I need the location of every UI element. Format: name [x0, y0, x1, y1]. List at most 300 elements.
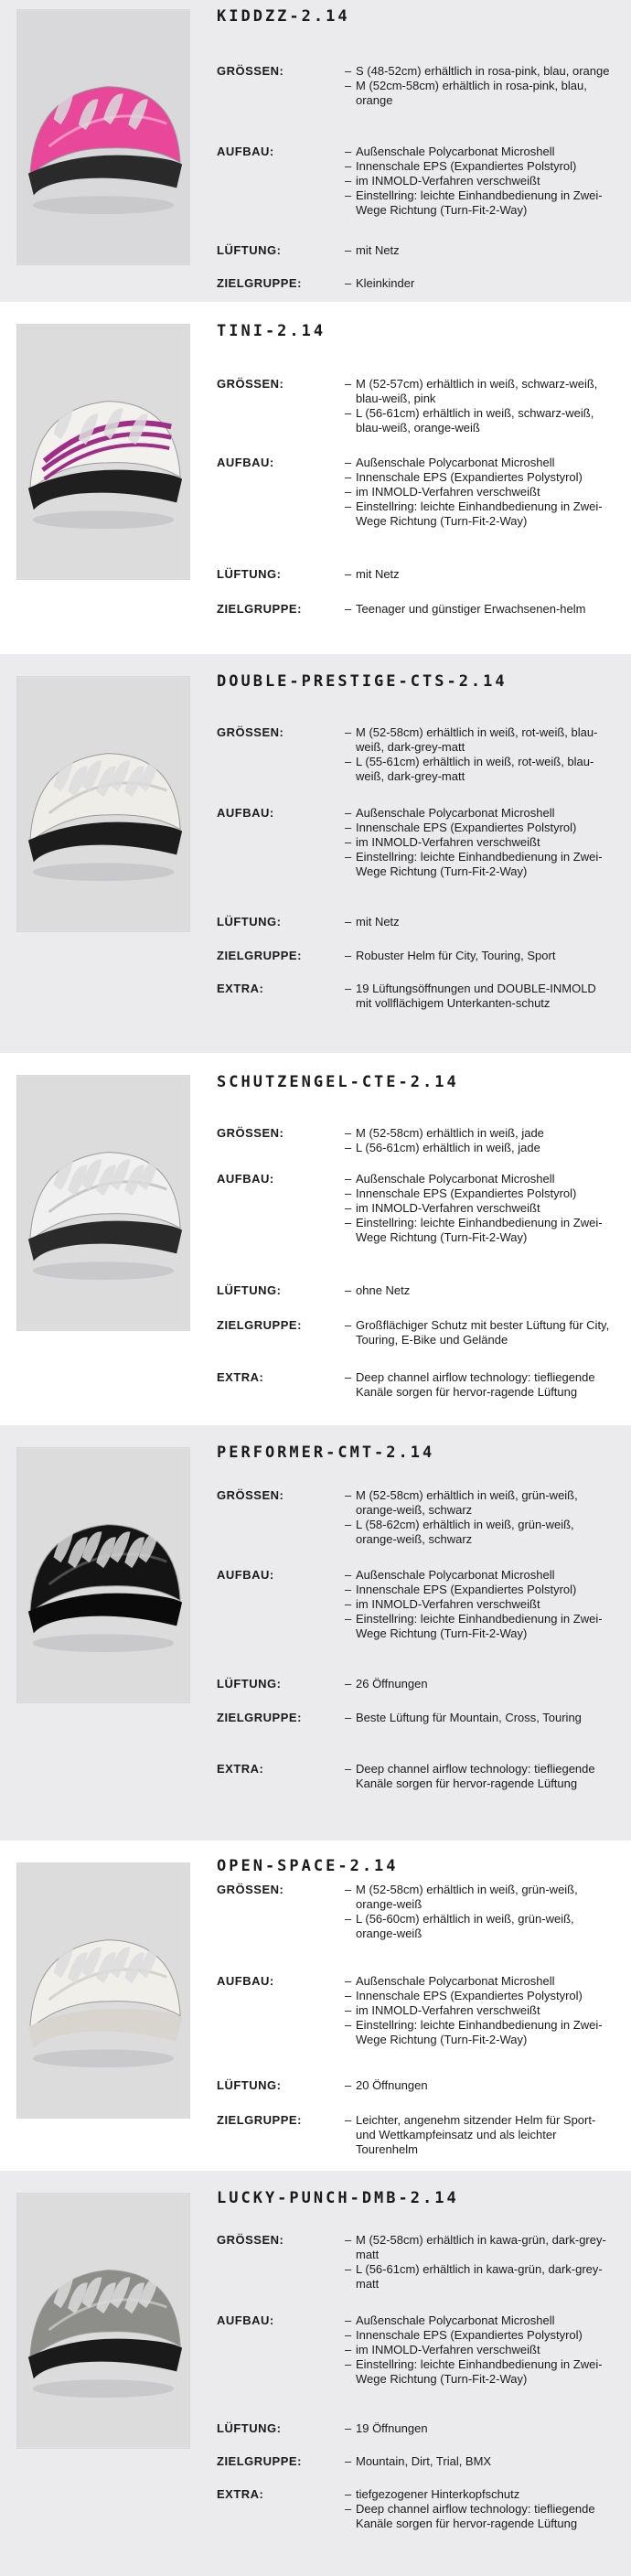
spec-value-text: M (52-57cm) erhältlich in weiß, schwarz-weiß, blau-weiß, pink	[356, 377, 598, 405]
spec-value-item	[345, 2018, 615, 2047]
spec-row	[217, 1762, 615, 1791]
bullet-dash: –	[345, 243, 352, 257]
spec-value-text: mit Netz	[356, 567, 400, 581]
spec-value-text: Einstellring: leichte Einhandbedienung in Zwei-Wege Richtung (Turn-Fit-2-Way)	[356, 188, 603, 217]
spec-values	[345, 1677, 615, 1691]
helmet-illustration	[17, 2194, 189, 2448]
bullet-dash: –	[345, 1518, 352, 1531]
bullet-dash: –	[345, 456, 352, 469]
spec-value-item	[345, 806, 615, 821]
bullet-dash: –	[345, 1583, 352, 1596]
spec-row	[217, 276, 615, 291]
spec-value-text: Einstellring: leichte Einhandbedienung in Zwei-Wege Richtung (Turn-Fit-2-Way)	[356, 2018, 603, 2046]
spec-value-item	[345, 1711, 615, 1725]
spec-row	[217, 145, 615, 218]
bullet-dash: –	[345, 1488, 352, 1502]
spec-label: EXTRA:	[217, 1762, 264, 1776]
spec-values	[345, 1488, 615, 1547]
spec-value-text: Innenschale EPS (Expandiertes Polystyrol)	[356, 2328, 583, 2342]
spec-values	[345, 982, 615, 1011]
spec-label: LÜFTUNG:	[217, 915, 282, 928]
helmet-illustration	[17, 1863, 189, 2118]
bullet-dash: –	[345, 1216, 352, 1229]
spec-value-item	[345, 1186, 615, 1201]
spec-value-item	[345, 2328, 615, 2343]
spec-row	[217, 1677, 615, 1691]
spec-values	[345, 1172, 615, 1245]
spec-value-item	[345, 2113, 615, 2157]
bullet-dash: –	[345, 2313, 352, 2327]
bullet-dash: –	[345, 377, 352, 391]
product-title: PERFORMER-CMT-2.14	[217, 1444, 435, 1462]
spec-label: LÜFTUNG:	[217, 567, 282, 581]
spec-value-item	[345, 821, 615, 835]
bullet-dash: –	[345, 79, 352, 92]
spec-value-text: Innenschale EPS (Expandiertes Polstyrol)	[356, 1186, 577, 1200]
bullet-dash: –	[345, 806, 352, 820]
spec-value-text: Einstellring: leichte Einhandbedienung in Zwei-Wege Richtung (Turn-Fit-2-Way)	[356, 1612, 603, 1640]
spec-value-item	[345, 159, 615, 174]
helmet-photo	[16, 1862, 190, 2119]
spec-values	[345, 377, 615, 435]
spec-label: GRÖSSEN:	[217, 377, 284, 391]
spec-value-item	[345, 1201, 615, 1216]
spec-values	[345, 2454, 615, 2469]
spec-label: AUFBAU:	[217, 1568, 274, 1582]
helmet-illustration	[17, 1076, 189, 1330]
spec-value-item	[345, 406, 615, 435]
helmet-illustration	[17, 325, 189, 579]
bullet-dash: –	[345, 1597, 352, 1611]
spec-label: GRÖSSEN:	[217, 1126, 284, 1140]
spec-value-item	[345, 1762, 615, 1791]
spec-values	[345, 1568, 615, 1641]
spec-row	[217, 915, 615, 929]
spec-value-text: Kleinkinder	[356, 276, 415, 290]
product-section	[0, 1425, 631, 1841]
spec-values	[345, 2078, 615, 2093]
bullet-dash: –	[345, 755, 352, 768]
spec-value-text: im INMOLD-Verfahren verschweißt	[356, 485, 540, 499]
spec-value-item	[345, 1318, 615, 1347]
spec-value-item	[345, 1597, 615, 1612]
bullet-dash: –	[345, 1126, 352, 1140]
spec-value-text: M (52-58cm) erhältlich in weiß, rot-weiß, blau-weiß, dark-grey-matt	[356, 725, 598, 754]
spec-value-text: Außenschale Polycarbonat Microshell	[356, 1172, 555, 1186]
bullet-dash: –	[345, 1568, 352, 1582]
spec-value-item	[345, 1677, 615, 1691]
spec-row	[217, 1883, 615, 1941]
spec-value-item	[345, 567, 615, 582]
spec-value-item	[345, 915, 615, 929]
spec-label: AUFBAU:	[217, 806, 274, 820]
bullet-dash: –	[345, 725, 352, 739]
spec-values	[345, 1370, 615, 1400]
product-section	[0, 302, 631, 654]
spec-value-text: L (56-61cm) erhältlich in kawa-grün, dark-grey-matt	[356, 2262, 603, 2291]
spec-value-text: im INMOLD-Verfahren verschweißt	[356, 1201, 540, 1215]
spec-value-text: Mountain, Dirt, Trial, BMX	[356, 2454, 492, 2468]
bullet-dash: –	[345, 1318, 352, 1332]
spec-value-text: Teenager und günstiger Erwachsenen-helm	[356, 602, 586, 616]
spec-value-item	[345, 1370, 615, 1400]
spec-value-text: Außenschale Polycarbonat Microshell	[356, 1568, 555, 1582]
spec-row	[217, 1488, 615, 1547]
product-title: KIDDZZ-2.14	[217, 7, 350, 26]
spec-label: LÜFTUNG:	[217, 243, 282, 257]
bullet-dash: –	[345, 485, 352, 499]
product-title: OPEN-SPACE-2.14	[217, 1857, 399, 1875]
product-section	[0, 0, 631, 302]
spec-row	[217, 2078, 615, 2093]
spec-value-item	[345, 1518, 615, 1547]
spec-value-text: M (52-58cm) erhältlich in weiß, jade	[356, 1126, 544, 1140]
spec-value-text: Leichter, angenehm sitzender Helm für Sport- und Wettkampfeinsatz und als leichter Tourenhelm	[356, 2113, 596, 2156]
bullet-dash: –	[345, 2003, 352, 2017]
helmet-photo	[16, 1447, 190, 1703]
spec-values	[345, 1762, 615, 1791]
helmet-photo	[16, 9, 190, 265]
product-title: DOUBLE-PRESTIGE-CTS-2.14	[217, 672, 508, 691]
spec-label: AUFBAU:	[217, 2313, 274, 2327]
bullet-dash: –	[345, 2502, 352, 2516]
spec-value-item	[345, 1883, 615, 1912]
helmet-photo	[16, 2193, 190, 2449]
spec-row	[217, 2313, 615, 2387]
bullet-dash: –	[345, 2487, 352, 2501]
spec-value-item	[345, 456, 615, 470]
spec-row	[217, 456, 615, 529]
spec-value-text: Deep channel airflow technology: tiefliegende Kanäle sorgen für hervor-ragende Lüftung	[356, 2502, 595, 2530]
spec-value-text: Außenschale Polycarbonat Microshell	[356, 2313, 555, 2327]
bullet-dash: –	[345, 982, 352, 995]
bullet-dash: –	[345, 1711, 352, 1724]
spec-value-text: M (52cm-58cm) erhältlich in rosa-pink, blau, orange	[356, 79, 587, 107]
spec-value-item	[345, 1126, 615, 1141]
spec-values	[345, 602, 615, 617]
spec-value-item	[345, 1283, 615, 1298]
spec-value-item	[345, 2003, 615, 2018]
spec-value-item	[345, 499, 615, 529]
bullet-dash: –	[345, 1974, 352, 1988]
spec-value-text: Deep channel airflow technology: tiefliegende Kanäle sorgen für hervor-ragende Lüftung	[356, 1370, 595, 1399]
bullet-dash: –	[345, 470, 352, 484]
spec-value-item	[345, 2421, 615, 2436]
bullet-dash: –	[345, 1141, 352, 1154]
spec-value-item	[345, 2487, 615, 2502]
spec-values	[345, 2313, 615, 2387]
spec-value-text: Großflächiger Schutz mit bester Lüftung für City, Touring, E-Bike und Gelände	[356, 1318, 610, 1347]
spec-value-item	[345, 850, 615, 879]
spec-row	[217, 1974, 615, 2047]
spec-values	[345, 2421, 615, 2436]
spec-value-text: Innenschale EPS (Expandiertes Polstyrol)	[356, 1583, 577, 1596]
spec-values	[345, 1283, 615, 1298]
spec-value-item	[345, 755, 615, 784]
spec-row	[217, 602, 615, 617]
spec-value-item	[345, 174, 615, 188]
spec-value-text: 19 Lüftungsöffnungen und DOUBLE-INMOLD mit vollflächigem Unterkanten-schutz	[356, 982, 596, 1010]
spec-value-item	[345, 2262, 615, 2292]
spec-row	[217, 806, 615, 879]
spec-value-text: L (55-61cm) erhältlich in weiß, rot-weiß, blau-weiß, dark-grey-matt	[356, 755, 594, 783]
bullet-dash: –	[345, 567, 352, 581]
spec-label: ZIELGRUPPE:	[217, 602, 302, 616]
spec-value-text: Einstellring: leichte Einhandbedienung in Zwei-Wege Richtung (Turn-Fit-2-Way)	[356, 499, 603, 528]
bullet-dash: –	[345, 1201, 352, 1215]
bullet-dash: –	[345, 159, 352, 173]
bullet-dash: –	[345, 1186, 352, 1200]
bullet-dash: –	[345, 835, 352, 849]
bullet-dash: –	[345, 2454, 352, 2468]
spec-value-item	[345, 2313, 615, 2328]
spec-label: EXTRA:	[217, 1370, 264, 1384]
bullet-dash: –	[345, 2078, 352, 2092]
spec-row	[217, 1318, 615, 1347]
spec-row	[217, 2113, 615, 2157]
spec-value-text: Außenschale Polycarbonat Microshell	[356, 145, 555, 158]
spec-values	[345, 725, 615, 784]
spec-label: ZIELGRUPPE:	[217, 2113, 302, 2127]
product-section	[0, 1053, 631, 1425]
bullet-dash: –	[345, 406, 352, 420]
spec-value-item	[345, 1583, 615, 1597]
spec-value-item	[345, 2078, 615, 2093]
spec-label: AUFBAU:	[217, 1974, 274, 1988]
spec-value-item	[345, 1612, 615, 1641]
spec-value-text: Außenschale Polycarbonat Microshell	[356, 806, 555, 820]
spec-values	[345, 1318, 615, 1347]
spec-row	[217, 377, 615, 435]
spec-value-item	[345, 982, 615, 1011]
spec-label: ZIELGRUPPE:	[217, 1318, 302, 1332]
spec-label: GRÖSSEN:	[217, 1883, 284, 1896]
spec-label: ZIELGRUPPE:	[217, 949, 302, 962]
spec-value-item	[345, 276, 615, 291]
spec-values	[345, 456, 615, 529]
spec-value-item	[345, 243, 615, 258]
bullet-dash: –	[345, 2357, 352, 2371]
spec-row	[217, 567, 615, 582]
bullet-dash: –	[345, 2018, 352, 2032]
spec-value-text: Robuster Helm für City, Touring, Sport	[356, 949, 556, 962]
spec-label: LÜFTUNG:	[217, 2421, 282, 2435]
spec-label: LÜFTUNG:	[217, 1677, 282, 1690]
spec-values	[345, 567, 615, 582]
spec-values	[345, 64, 615, 108]
spec-value-text: im INMOLD-Verfahren verschweißt	[356, 2343, 540, 2356]
spec-value-item	[345, 485, 615, 499]
spec-value-item	[345, 1172, 615, 1186]
spec-value-text: im INMOLD-Verfahren verschweißt	[356, 835, 540, 849]
spec-values	[345, 2113, 615, 2157]
bullet-dash: –	[345, 1677, 352, 1690]
spec-value-item	[345, 602, 615, 617]
spec-label: AUFBAU:	[217, 456, 274, 469]
spec-label: AUFBAU:	[217, 1172, 274, 1186]
spec-value-item	[345, 1974, 615, 1989]
bullet-dash: –	[345, 915, 352, 928]
bullet-dash: –	[345, 2343, 352, 2356]
spec-values	[345, 145, 615, 218]
spec-value-item	[345, 64, 615, 79]
spec-value-item	[345, 2357, 615, 2387]
spec-value-item	[345, 1488, 615, 1518]
spec-value-text: ohne Netz	[356, 1283, 411, 1297]
spec-value-item	[345, 1912, 615, 1941]
spec-value-item	[345, 79, 615, 108]
spec-value-text: Einstellring: leichte Einhandbedienung in Zwei-Wege Richtung (Turn-Fit-2-Way)	[356, 850, 603, 878]
bullet-dash: –	[345, 2421, 352, 2435]
spec-value-text: M (52-58cm) erhältlich in kawa-grün, dark-grey-matt	[356, 2233, 606, 2261]
spec-value-item	[345, 2233, 615, 2262]
spec-label: GRÖSSEN:	[217, 64, 284, 78]
spec-value-text: Innenschale EPS (Expandiertes Polystyrol)	[356, 1989, 583, 2002]
helmet-photo	[16, 324, 190, 580]
spec-value-text: Deep channel airflow technology: tiefliegende Kanäle sorgen für hervor-ragende Lüftung	[356, 1762, 595, 1790]
spec-value-text: 20 Öffnungen	[356, 2078, 428, 2092]
spec-value-text: M (52-58cm) erhältlich in weiß, grün-weiß, orange-weiß, schwarz	[356, 1488, 578, 1517]
spec-value-item	[345, 145, 615, 159]
bullet-dash: –	[345, 949, 352, 962]
spec-value-item	[345, 1568, 615, 1583]
spec-value-text: Einstellring: leichte Einhandbedienung in Zwei-Wege Richtung (Turn-Fit-2-Way)	[356, 1216, 603, 1244]
bullet-dash: –	[345, 1283, 352, 1297]
spec-values	[345, 2487, 615, 2531]
product-section	[0, 2171, 631, 2576]
product-section	[0, 1841, 631, 2171]
spec-values	[345, 806, 615, 879]
bullet-dash: –	[345, 2113, 352, 2127]
helmet-illustration	[17, 1448, 189, 1702]
spec-values	[345, 243, 615, 258]
spec-value-text: mit Netz	[356, 915, 400, 928]
spec-value-item	[345, 1989, 615, 2003]
spec-row	[217, 1283, 615, 1298]
spec-value-item	[345, 835, 615, 850]
bullet-dash: –	[345, 1762, 352, 1776]
spec-row	[217, 1711, 615, 1725]
spec-value-item	[345, 949, 615, 963]
spec-row	[217, 1126, 615, 1155]
spec-values	[345, 1883, 615, 1941]
spec-row	[217, 1172, 615, 1245]
spec-value-item	[345, 2343, 615, 2357]
bullet-dash: –	[345, 1370, 352, 1384]
bullet-dash: –	[345, 1612, 352, 1626]
bullet-dash: –	[345, 188, 352, 202]
spec-value-text: 26 Öffnungen	[356, 1677, 428, 1690]
bullet-dash: –	[345, 499, 352, 513]
spec-value-text: Innenschale EPS (Expandiertes Polstyrol)	[356, 159, 577, 173]
spec-value-text: L (58-62cm) erhältlich in weiß, grün-weiß, orange-weiß, schwarz	[356, 1518, 574, 1546]
bullet-dash: –	[345, 2328, 352, 2342]
spec-row	[217, 949, 615, 963]
bullet-dash: –	[345, 2262, 352, 2276]
spec-row	[217, 1568, 615, 1641]
spec-value-item	[345, 470, 615, 485]
spec-value-text: mit Netz	[356, 243, 400, 257]
spec-row	[217, 64, 615, 108]
spec-value-text: L (56-61cm) erhältlich in weiß, schwarz-weiß, blau-weiß, orange-weiß	[356, 406, 594, 435]
spec-value-text: im INMOLD-Verfahren verschweißt	[356, 2003, 540, 2017]
bullet-dash: –	[345, 145, 352, 158]
bullet-dash: –	[345, 2233, 352, 2247]
bullet-dash: –	[345, 64, 352, 78]
spec-value-text: M (52-58cm) erhältlich in weiß, grün-weiß, orange-weiß	[356, 1883, 578, 1911]
spec-values	[345, 915, 615, 929]
spec-label: GRÖSSEN:	[217, 725, 284, 739]
spec-value-text: S (48-52cm) erhältlich in rosa-pink, blau, orange	[356, 64, 610, 78]
bullet-dash: –	[345, 276, 352, 290]
product-section	[0, 654, 631, 1053]
product-title: SCHUTZENGEL-CTE-2.14	[217, 1073, 459, 1091]
spec-row	[217, 982, 615, 1011]
spec-row	[217, 1370, 615, 1400]
spec-value-text: Außenschale Polycarbonat Microshell	[356, 1974, 555, 1988]
spec-row	[217, 243, 615, 258]
spec-value-item	[345, 2454, 615, 2469]
spec-row	[217, 2487, 615, 2531]
spec-values	[345, 1974, 615, 2047]
spec-label: EXTRA:	[217, 982, 264, 995]
helmet-illustration	[17, 10, 189, 264]
spec-row	[217, 725, 615, 784]
spec-value-text: Innenschale EPS (Expandiertes Polystyrol)	[356, 470, 583, 484]
spec-value-item	[345, 377, 615, 406]
spec-value-text: Beste Lüftung für Mountain, Cross, Touring	[356, 1711, 582, 1724]
spec-label: ZIELGRUPPE:	[217, 1711, 302, 1724]
spec-value-text: im INMOLD-Verfahren verschweißt	[356, 1597, 540, 1611]
spec-values	[345, 276, 615, 291]
spec-value-item	[345, 188, 615, 218]
spec-values	[345, 1711, 615, 1725]
spec-row	[217, 2454, 615, 2469]
spec-label: GRÖSSEN:	[217, 2233, 284, 2247]
spec-value-text: tiefgezogener Hinterkopfschutz	[356, 2487, 520, 2501]
spec-value-text: Innenschale EPS (Expandiertes Polstyrol)	[356, 821, 577, 834]
bullet-dash: –	[345, 174, 352, 188]
spec-label: GRÖSSEN:	[217, 1488, 284, 1502]
spec-label: LÜFTUNG:	[217, 2078, 282, 2092]
product-title: TINI-2.14	[217, 322, 326, 340]
spec-value-item	[345, 2502, 615, 2531]
spec-value-item	[345, 1216, 615, 1245]
bullet-dash: –	[345, 602, 352, 616]
bullet-dash: –	[345, 850, 352, 864]
spec-value-text: 19 Öffnungen	[356, 2421, 428, 2435]
bullet-dash: –	[345, 1989, 352, 2002]
spec-label: EXTRA:	[217, 2487, 264, 2501]
product-title: LUCKY-PUNCH-DMB-2.14	[217, 2189, 459, 2207]
bullet-dash: –	[345, 821, 352, 834]
spec-label: AUFBAU:	[217, 145, 274, 158]
spec-row	[217, 2421, 615, 2436]
spec-value-text: L (56-61cm) erhältlich in weiß, jade	[356, 1141, 540, 1154]
spec-values	[345, 1126, 615, 1155]
spec-values	[345, 949, 615, 963]
bullet-dash: –	[345, 1172, 352, 1186]
spec-value-item	[345, 1141, 615, 1155]
bullet-dash: –	[345, 1883, 352, 1896]
spec-label: ZIELGRUPPE:	[217, 276, 302, 290]
spec-value-item	[345, 725, 615, 755]
spec-value-text: Einstellring: leichte Einhandbedienung in Zwei-Wege Richtung (Turn-Fit-2-Way)	[356, 2357, 603, 2386]
spec-value-text: im INMOLD-Verfahren verschweißt	[356, 174, 540, 188]
helmet-photo	[16, 1075, 190, 1331]
spec-row	[217, 2233, 615, 2292]
helmet-illustration	[17, 677, 189, 931]
